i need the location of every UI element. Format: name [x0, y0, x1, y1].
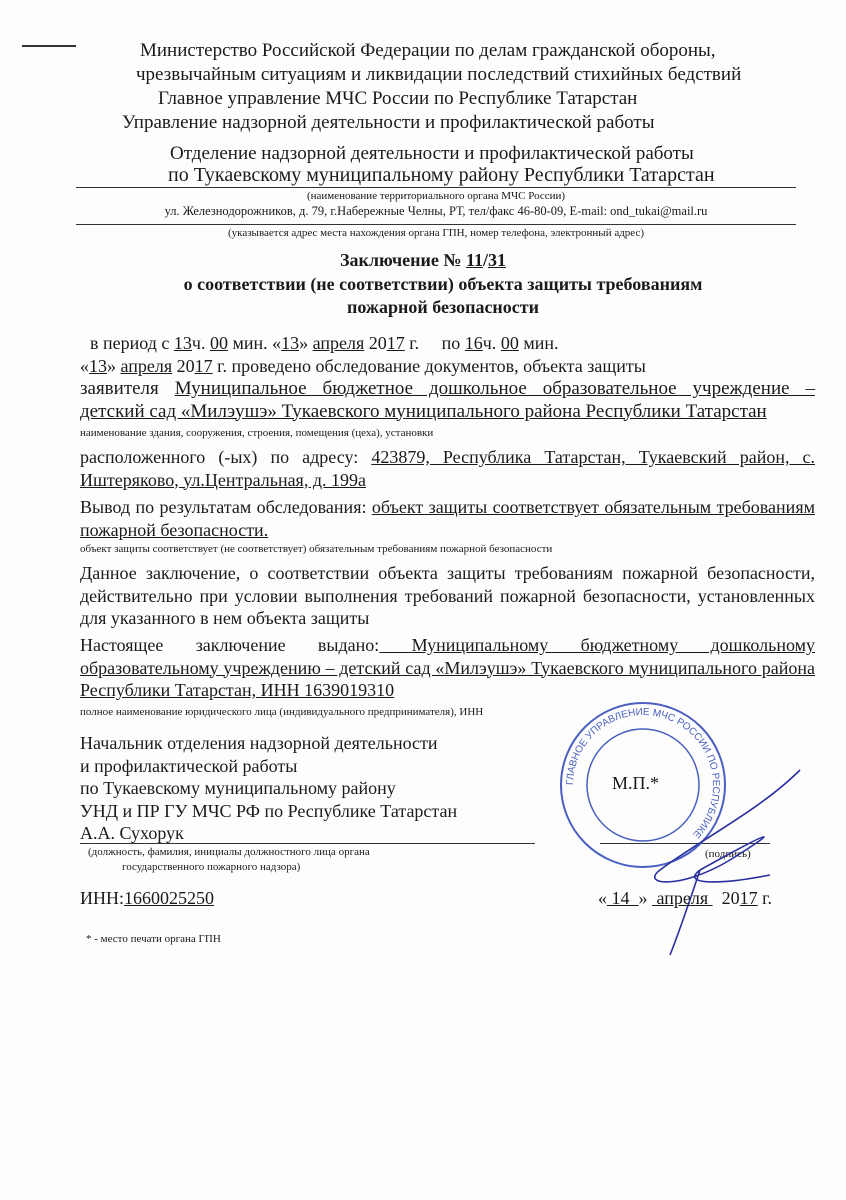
document-title: Заключение № 11/31 [339, 250, 507, 270]
footnote: * - место печати органа ГПН [86, 933, 221, 945]
conclusion: Вывод по результатам обследования: объект защиты соответствует обязательным требованиям пожарной безопасности. [80, 497, 815, 540]
caption-issued: полное наименование юридического лица (индивидуального предпринимателя), ИНН [80, 706, 484, 718]
caption-applicant: наименование здания, сооружения, строения, помещения (цеха), установки [80, 427, 434, 439]
title-line-3: пожарной безопасности [346, 297, 540, 317]
signer-line-4: УНД и ПР ГУ МЧС РФ по Республике Татарстан [80, 801, 458, 821]
period-line-1: в период с 13ч. 00 мин. «13» апреля 2017 г. по 16ч. 00 мин. [90, 333, 559, 353]
caption-signer-2: государственного пожарного надзора) [122, 861, 301, 873]
organ-address: ул. Железнодорожников, д. 79, г.Набережные Челны, РТ, тел/факс 46-80-09, E-mail: ond_tukai@mail.ru [164, 204, 708, 218]
seal-place-mark: М.П.* [612, 773, 660, 793]
divider [76, 224, 796, 225]
period-line-2: «13» апреля 2017 г. проведено обследование документов, объекта защиты [80, 356, 646, 376]
caption-conclusion: объект защиты соответствует (не соответствует) обязательным требованиям пожарной безопасности [80, 543, 553, 555]
validity-text: Данное заключение, о соответствии объекта защиты требованиям пожарной безопасности, действительно при условии выполнения требований пожарной безопасности, установленных для указанного в нем объекта защиты [80, 563, 815, 628]
inn: ИНН:1660025250 [80, 888, 214, 908]
header-line-4: Управление надзорной деятельности и профилактической работы [122, 112, 655, 133]
applicant: заявителя Муниципальное бюджетное дошкольное образовательное учреждение – детский сад «Милэушэ» Тукаевского муниципального района Республики Татарстан [80, 378, 815, 422]
title-line-2: о соответствии (не соответствии) объекта защиты требованиям [183, 274, 703, 294]
divider [76, 187, 796, 188]
caption-address: (указывается адрес места нахождения органа ГПН, номер телефона, электронный адрес) [227, 227, 645, 239]
header-line-1: Министерство Российской Федерации по делам гражданской обороны, [140, 40, 716, 61]
header-line-2: чрезвычайным ситуациям и ликвидации последствий стихийных бедствий [136, 64, 742, 85]
signer-line-3: по Тукаевскому муниципальному району [80, 778, 396, 798]
header-line-5: Отделение надзорной деятельности и профилактической работы [170, 143, 694, 164]
issue-date: « 14 » апреля 2017 г. [598, 888, 772, 908]
signer-name: А.А. Сухорук [80, 823, 184, 843]
corner-mark [22, 45, 76, 47]
header-line-3: Главное управление МЧС России по Республике Татарстан [158, 88, 638, 109]
signer-line-1: Начальник отделения надзорной деятельности [80, 733, 438, 753]
signer-rule [80, 843, 535, 844]
issued-to: Настоящее заключение выдано: Муниципальному бюджетному дошкольному образовательному учреждению – детский сад «Милэушэ» Тукаевского муниципального района Республики Татарстан, ИНН 1639019310 [80, 635, 815, 700]
location: расположенного (-ых) по адресу: 423879, Республика Татарстан, Тукаевский район, с. Иштеряково, ул.Центральная, д. 199а [80, 447, 816, 490]
caption-organ: (наименование территориального органа МЧС России) [306, 190, 566, 202]
signer-line-2: и профилактической работы [80, 756, 298, 776]
caption-signer-1: (должность, фамилия, инициалы должностного лица органа [88, 846, 370, 858]
header-line-6: по Тукаевскому муниципальному району Республики Татарстан [168, 164, 715, 186]
caption-signature: (подпись) [705, 848, 751, 860]
svg-text:ГЛАВНОЕ УПРАВЛЕНИЕ МЧС РОССИИ: ГЛАВНОЕ УПРАВЛЕНИЕ МЧС РОССИИ ПО РЕСПУБЛИКЕ [564, 706, 722, 841]
signature [640, 760, 810, 960]
